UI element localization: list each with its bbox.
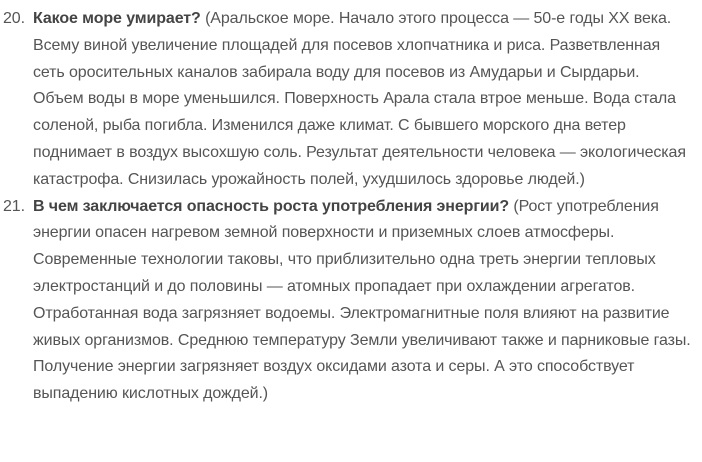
answer-text: (Рост употребления энергии опасен нагревом земной поверхности и приземных слоев атмосферы. Современные технологии таковы, что приблизительно одна треть энергии тепловых электростанций и до половины — атомных пропадает при охлаждении агрегатов. Отработанная вода загрязняет водоемы. Электромагнитные поля влияют на развитие живых организмов. Среднюю температуру Земли увеличивают также и парниковые газы. Получение энергии загрязняет воздух оксидами азота и серы. А это способствует выпадению кислотных дождей.) [33, 197, 691, 403]
list-item-20 [3, 6, 694, 194]
question-text: Какое море умирает? [33, 10, 201, 27]
item-number: 20. [3, 10, 25, 27]
item-number: 21. [3, 197, 25, 215]
answer-text: (Аральское море. Начало этого процесса — 50-е годы XX века. Всему виной увеличение площадей для посевов хлопчатника и риса. Разветвленная сеть оросительных каналов забирала воду для посевов из Амударьи и Сырдарьи. Объем воды в море уменьшился. Поверхность Арала стала втрое меньше. Вода стала соленой, рыба погибла. Изменился даже климат. С бывшего морского дна ветер поднимает в воздух высохшую соль. Результат деятельности человека — экологическая катастрофа. Снизилась урожайность полей, ухудшилось здоровье людей.) [33, 10, 686, 188]
question-list [3, 6, 694, 408]
list-item-21 [3, 194, 694, 408]
question-text: В чем заключается опасность роста употребления энергии? [33, 197, 510, 215]
